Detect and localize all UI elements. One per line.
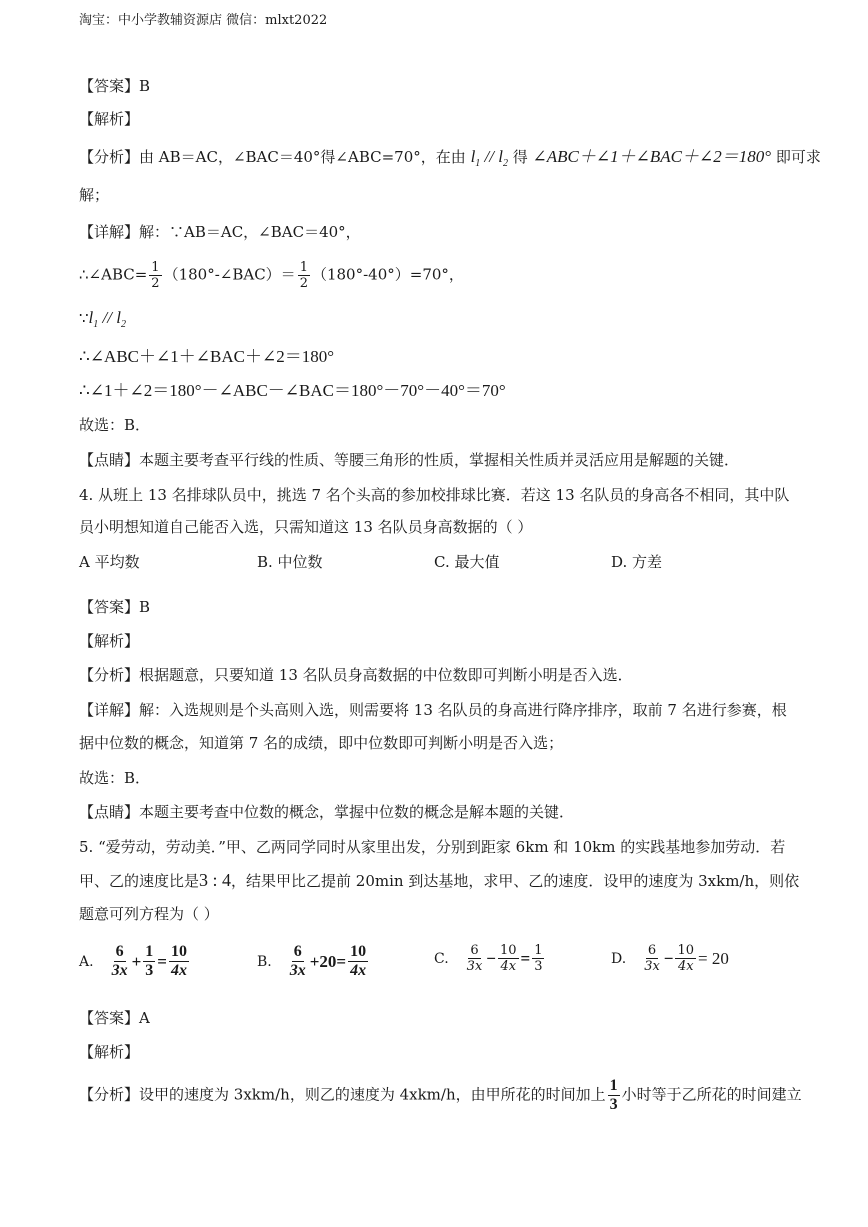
analysis-line: 【分析】由 AB＝AC，∠BAC＝40°得∠ABC=70°，在由 $l_1 // l_2$ 得 ∠ABC＋∠1＋∠BAC＋∠2＝180° 即可求: [79, 147, 821, 169]
angle-sum-expression: ∠ABC＋∠1＋∠BAC＋∠2＝180°: [532, 147, 772, 166]
detail-line: $\because l_1 // l_2$: [79, 308, 126, 330]
choice-line: 故选：B．: [79, 769, 151, 787]
option-d: D. 方差: [611, 553, 663, 571]
analysis-line: 【分析】设甲的速度为 3xkm/h，则乙的速度为 4xkm/h，由甲所花的时间加上 $\frac{1}{3}$ 小时等于乙所花的时间建立: [79, 1077, 802, 1113]
option-c: C. 最大值: [434, 553, 500, 571]
answer-line: 【答案】B: [79, 598, 151, 616]
page-header: 淘宝：中小学教辅资源店 微信：mlxt2022: [79, 13, 328, 28]
option-b: B. 中位数: [257, 553, 323, 571]
detail-line: 【详解】解：入选规则是个头高则入选，则需要将 13 名队员的身高进行降序排序，取前 7 名进行参赛，根: [79, 701, 787, 719]
question-stem: 题意可列方程为（ ）: [79, 905, 219, 923]
analysis-tag: 【解析】: [79, 110, 140, 128]
option-d: D. $\frac{6}{3x}$ − $\frac{10}{4x}$ = 20: [611, 943, 729, 974]
parallel-expression: $l_1 // l_2$: [470, 147, 508, 169]
question-stem: 5. “爱劳动，劳动美．”甲、乙两同学同时从家里出发，分别到距家 6km 和 10km 的实践基地参加劳动．若: [79, 838, 786, 856]
analysis-tag: 【解析】: [79, 632, 140, 650]
answer-tag: 【答案】: [79, 77, 140, 95]
comment-line: 【点睛】本题主要考查平行线的性质、等腰三角形的性质，掌握相关性质并灵活应用是解题的关键．: [79, 451, 740, 469]
choice-line: 故选：B．: [79, 416, 151, 434]
detail-line: 【详解】解：∵AB＝AC，∠BAC＝40°，: [79, 223, 361, 241]
answer-line: 【答案】B: [79, 77, 151, 95]
comment-line: 【点睛】本题主要考查中位数的概念，掌握中位数的概念是解本题的关键．: [79, 803, 575, 821]
detail-line: ∴∠ABC＋∠1＋∠BAC＋∠2＝180°: [79, 347, 334, 366]
fraction-third: $\frac{1}{3}$: [609, 1077, 618, 1113]
detail-line: ∴∠1＋∠2＝180°－∠ABC－∠BAC＝180°－70°－40°＝70°: [79, 381, 506, 400]
question-stem: 员小明想知道自己能否入选，只需知道这 13 名队员身高数据的（ ）: [79, 518, 533, 536]
fraction-half: $\frac{1}{2}$: [151, 260, 160, 291]
analysis-tag: 【解析】: [79, 1043, 140, 1061]
question-stem: 4. 从班上 13 名排球队员中，挑选 7 名个头高的参加校排球比赛．若这 13 名队员的身高各不相同，其中队: [79, 486, 790, 504]
answer-line: 【答案】A: [79, 1009, 150, 1027]
option-b: B. $\frac{6}{3x}$ +20= $\frac{10}{4x}$: [257, 943, 367, 979]
option-a: A 平均数: [79, 553, 140, 571]
detail-line: 据中位数的概念，知道第 7 名的成绩，即中位数即可判断小明是否入选；: [79, 734, 564, 752]
fraction-half: $\frac{1}{2}$: [299, 260, 308, 291]
detail-line: ∴∠ABC= $\frac{1}{2}$ （180°-∠BAC）＝ $\frac{1}{2}$ （180°-40°）=70°，: [79, 260, 464, 291]
analysis-line-cont: 解；: [79, 186, 110, 204]
option-a: A. $\frac{6}{3x}$ + $\frac{1}{3}$ = $\frac{10}{4x}$: [79, 943, 187, 979]
option-c: C. $\frac{6}{3x}$ − $\frac{10}{4x}$ = $\frac{1}{3}$: [434, 943, 543, 974]
question-stem: 甲、乙的速度比是3 : 4，结果甲比乙提前 20min 到达基地，求甲、乙的速度．设甲的速度为 3xkm/h，则依: [79, 870, 800, 890]
analysis-line: 【分析】根据题意，只要知道 13 名队员身高数据的中位数即可判断小明是否入选．: [79, 666, 633, 684]
